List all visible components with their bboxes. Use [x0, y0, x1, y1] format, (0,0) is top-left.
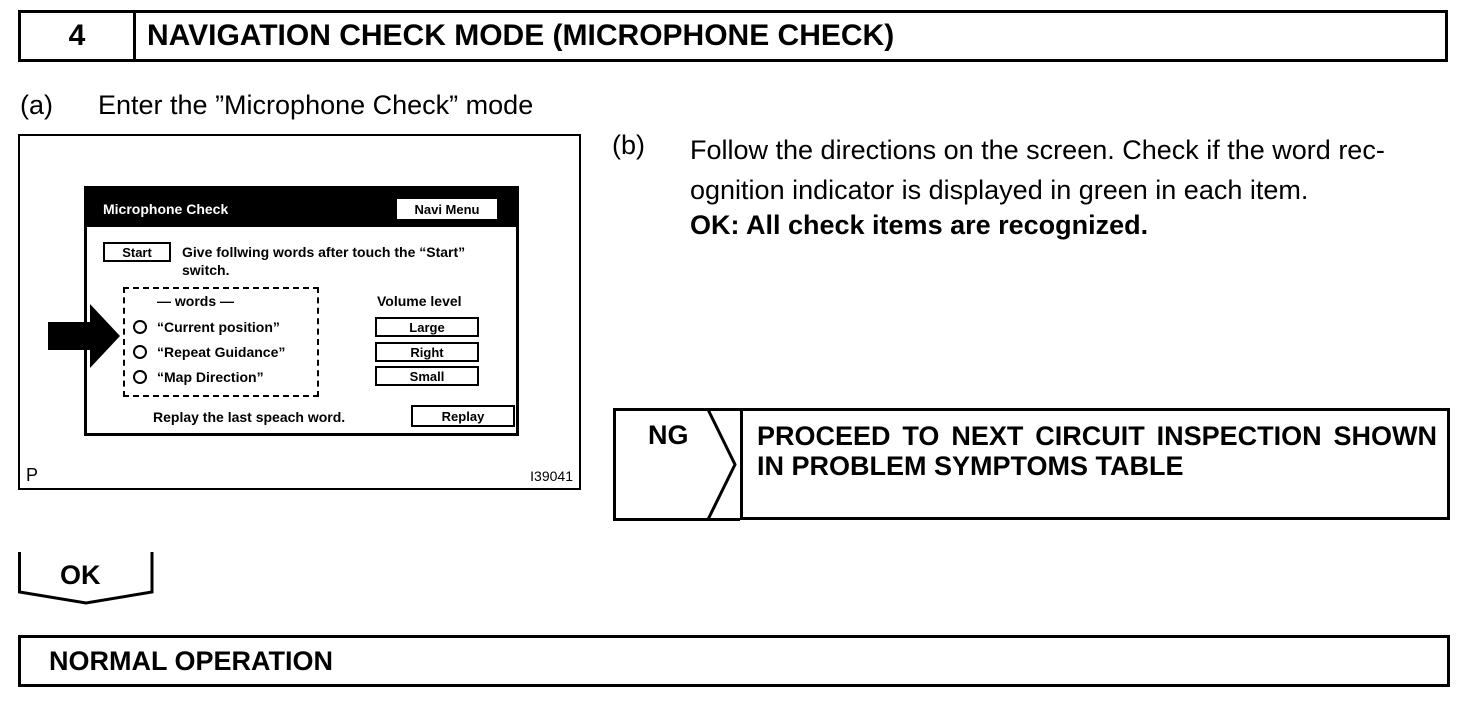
word-label: “Map Direction” [157, 369, 264, 385]
volume-large-button[interactable]: Large [375, 317, 479, 337]
result-box [18, 635, 1450, 687]
navi-menu-button[interactable]: Navi Menu [395, 197, 499, 221]
word-item [133, 369, 264, 385]
word-label: “Current position” [157, 319, 280, 335]
screen-title: Microphone Check [103, 201, 229, 217]
step-title: NAVIGATION CHECK MODE (MICROPHONE CHECK) [147, 19, 895, 52]
replay-text: Replay the last speach word. [153, 409, 346, 425]
ng-label: NG [648, 420, 689, 450]
result-text: NORMAL OPERATION [49, 645, 334, 676]
recognition-indicator-icon [133, 370, 147, 384]
step-header [18, 10, 1448, 62]
step-b-text: Follow the directions on the screen. Check if the word rec- ognition indicator is displayed in green in each item. [690, 135, 1385, 205]
navigation-screen [84, 186, 519, 436]
step-a-label: (a) [20, 90, 53, 120]
ng-action-text: PROCEED TO NEXT CIRCUIT INSPECTION SHOWN IN PROBLEM SYMPTOMS TABLE [757, 421, 1437, 481]
step-number: 4 [21, 13, 136, 59]
words-header: — words — [157, 293, 235, 309]
word-item [133, 344, 285, 360]
ok-label: OK [60, 560, 101, 590]
word-item [133, 319, 280, 335]
word-label: “Repeat Guidance” [157, 344, 286, 360]
ok-criteria: OK: All check items are recognized. [690, 210, 1149, 240]
volume-right-button[interactable]: Right [375, 342, 479, 362]
step-a-text: Enter the ”Microphone Check” mode [98, 90, 534, 120]
figure-id: I39041 [530, 468, 573, 484]
instruction-text: Give follwing words after touch the “Start” switch. [182, 244, 466, 278]
pointer-arrow-icon [48, 304, 120, 368]
figure-corner-label: P [26, 465, 39, 485]
volume-small-button[interactable]: Small [375, 366, 479, 386]
volume-level-header: Volume level [377, 293, 462, 309]
start-button[interactable]: Start [103, 242, 171, 262]
microphone-check-figure [18, 134, 581, 490]
step-b-label: (b) [612, 130, 645, 160]
recognition-indicator-icon [133, 320, 147, 334]
replay-button[interactable]: Replay [411, 405, 515, 427]
ng-action-box [740, 408, 1450, 520]
recognition-indicator-icon [133, 345, 147, 359]
